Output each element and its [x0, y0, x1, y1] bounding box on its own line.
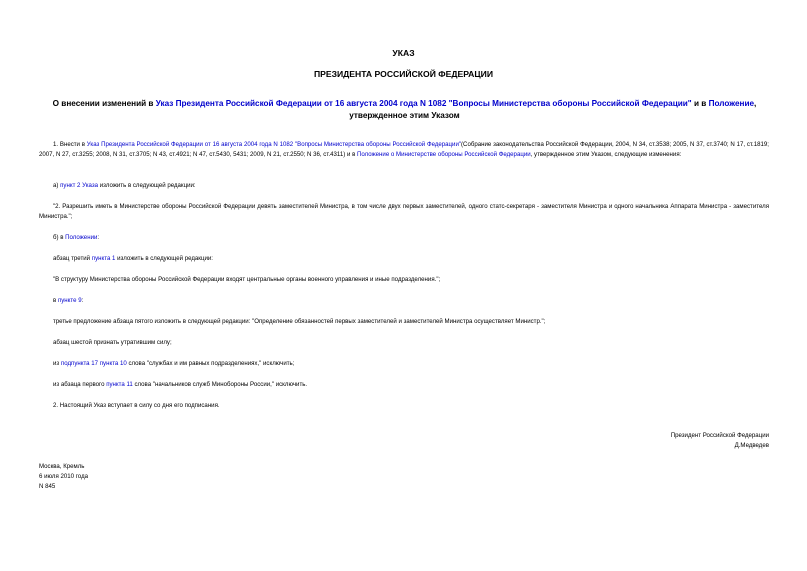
paragraph-b1-quote: "В структуру Министерства обороны Российской Федерации входят центральные органы военного управления и иные подразделения.";	[53, 276, 441, 283]
pb-lead: б) в	[53, 234, 66, 241]
p1-sources: (Собрание законодательства Российской Федерации, 2004, N 34, ст.3538; 2005, N 37, ст.3740; N 17, ст.1819; 2007, N 27, ст.3255; 2008, N 31, ст.3705; N 43, ст.4921; N 47, ст.5430, 5431; 2009, N 21, ст.2550; N 36, ст.4311) и в	[39, 141, 769, 158]
pb4-lead: из абзаца первого	[53, 381, 107, 388]
paragraph-b2	[53, 296, 769, 306]
signature-name: Д.Медведев	[734, 442, 769, 449]
pb-link[interactable]: Положении	[65, 234, 98, 241]
document-number: N 845	[39, 483, 56, 490]
signing-date: 6 июля 2010 года	[39, 473, 89, 480]
pb3-tail: слова "службах и им равных подразделениях," исключить;	[126, 360, 295, 367]
pb3-subitem-link[interactable]: подпункта 17	[60, 360, 99, 367]
subject-suffix: , утвержденное этим Указом	[349, 99, 757, 120]
subject-regulation-link[interactable]: Положение	[708, 99, 755, 108]
pb1-lead: абзац третий	[53, 255, 92, 262]
p1-lead: 1. Внести в	[53, 141, 87, 148]
subject-decree-link[interactable]: Указ Президента Российской Федерации от 16 августа 2004 года N 1082 "Вопросы Министерства обороны Российской Федерации"	[155, 99, 692, 108]
pa-link[interactable]: пункт 2 Указа	[60, 182, 99, 189]
pb3-lead: из	[53, 360, 61, 367]
pa-tail: изложить в следующей редакции:	[98, 182, 196, 189]
signing-place: Москва, Кремль	[39, 463, 85, 470]
paragraph-2: 2. Настоящий Указ вступает в силу со дня его подписания.	[53, 402, 220, 409]
pb4-tail: слова "начальников служб Минобороны России," исключить.	[132, 381, 308, 388]
paragraph-a-quote: "2. Разрешить иметь в Министерстве обороны Российской Федерации девять заместителей Министра, в том числе двух первых заместителей, одного статс-секретаря - заместителя Министра и одного начальника Аппарата Министра - заместителя Министра.";	[39, 203, 769, 220]
pb4-link[interactable]: пункта 11	[106, 381, 133, 388]
paragraph-b	[53, 233, 769, 243]
pb3-item-link[interactable]: пункта 10	[99, 360, 127, 367]
signature-position: Президент Российской Федерации	[670, 432, 769, 439]
subject-prefix: О внесении изменений в	[52, 99, 156, 108]
p1-decree-link[interactable]: Указ Президента Российской Федерации от 16 августа 2004 года N 1082 "Вопросы Министерства обороны Российской Федерации"	[86, 141, 462, 148]
document-type-heading: УКАЗ	[392, 48, 415, 58]
paragraph-b4	[53, 380, 769, 390]
p1-tail: , утвержденное этим Указом, следующие изменения:	[530, 151, 682, 158]
paragraph-b1	[53, 254, 769, 264]
pb2-tail: :	[81, 297, 84, 304]
p1-regulation-link[interactable]: Положение о Министерстве обороны Российской Федерации	[357, 151, 531, 158]
document-subject	[40, 98, 769, 121]
issuer-heading: ПРЕЗИДЕНТА РОССИЙСКОЙ ФЕДЕРАЦИИ	[313, 69, 494, 79]
pa-lead: а)	[53, 182, 61, 189]
pb1-tail: изложить в следующей редакции:	[115, 255, 213, 262]
pb2-lead: в	[53, 297, 58, 304]
paragraph-b2-1: третье предложение абзаца пятого изложить в следующей редакции: "Определение обязанностей первых заместителей и заместителей Министра осуществляет Министр.";	[53, 318, 546, 325]
paragraph-1	[39, 140, 769, 160]
paragraph-b2-2: абзац шестой признать утратившим силу;	[53, 339, 172, 346]
pb1-link[interactable]: пункта 1	[91, 255, 116, 262]
paragraph-a	[53, 181, 769, 191]
subject-mid: и в	[691, 99, 709, 108]
paragraph-b3	[53, 359, 769, 369]
pb-tail: :	[97, 234, 100, 241]
pb2-link[interactable]: пункте 9	[57, 297, 82, 304]
